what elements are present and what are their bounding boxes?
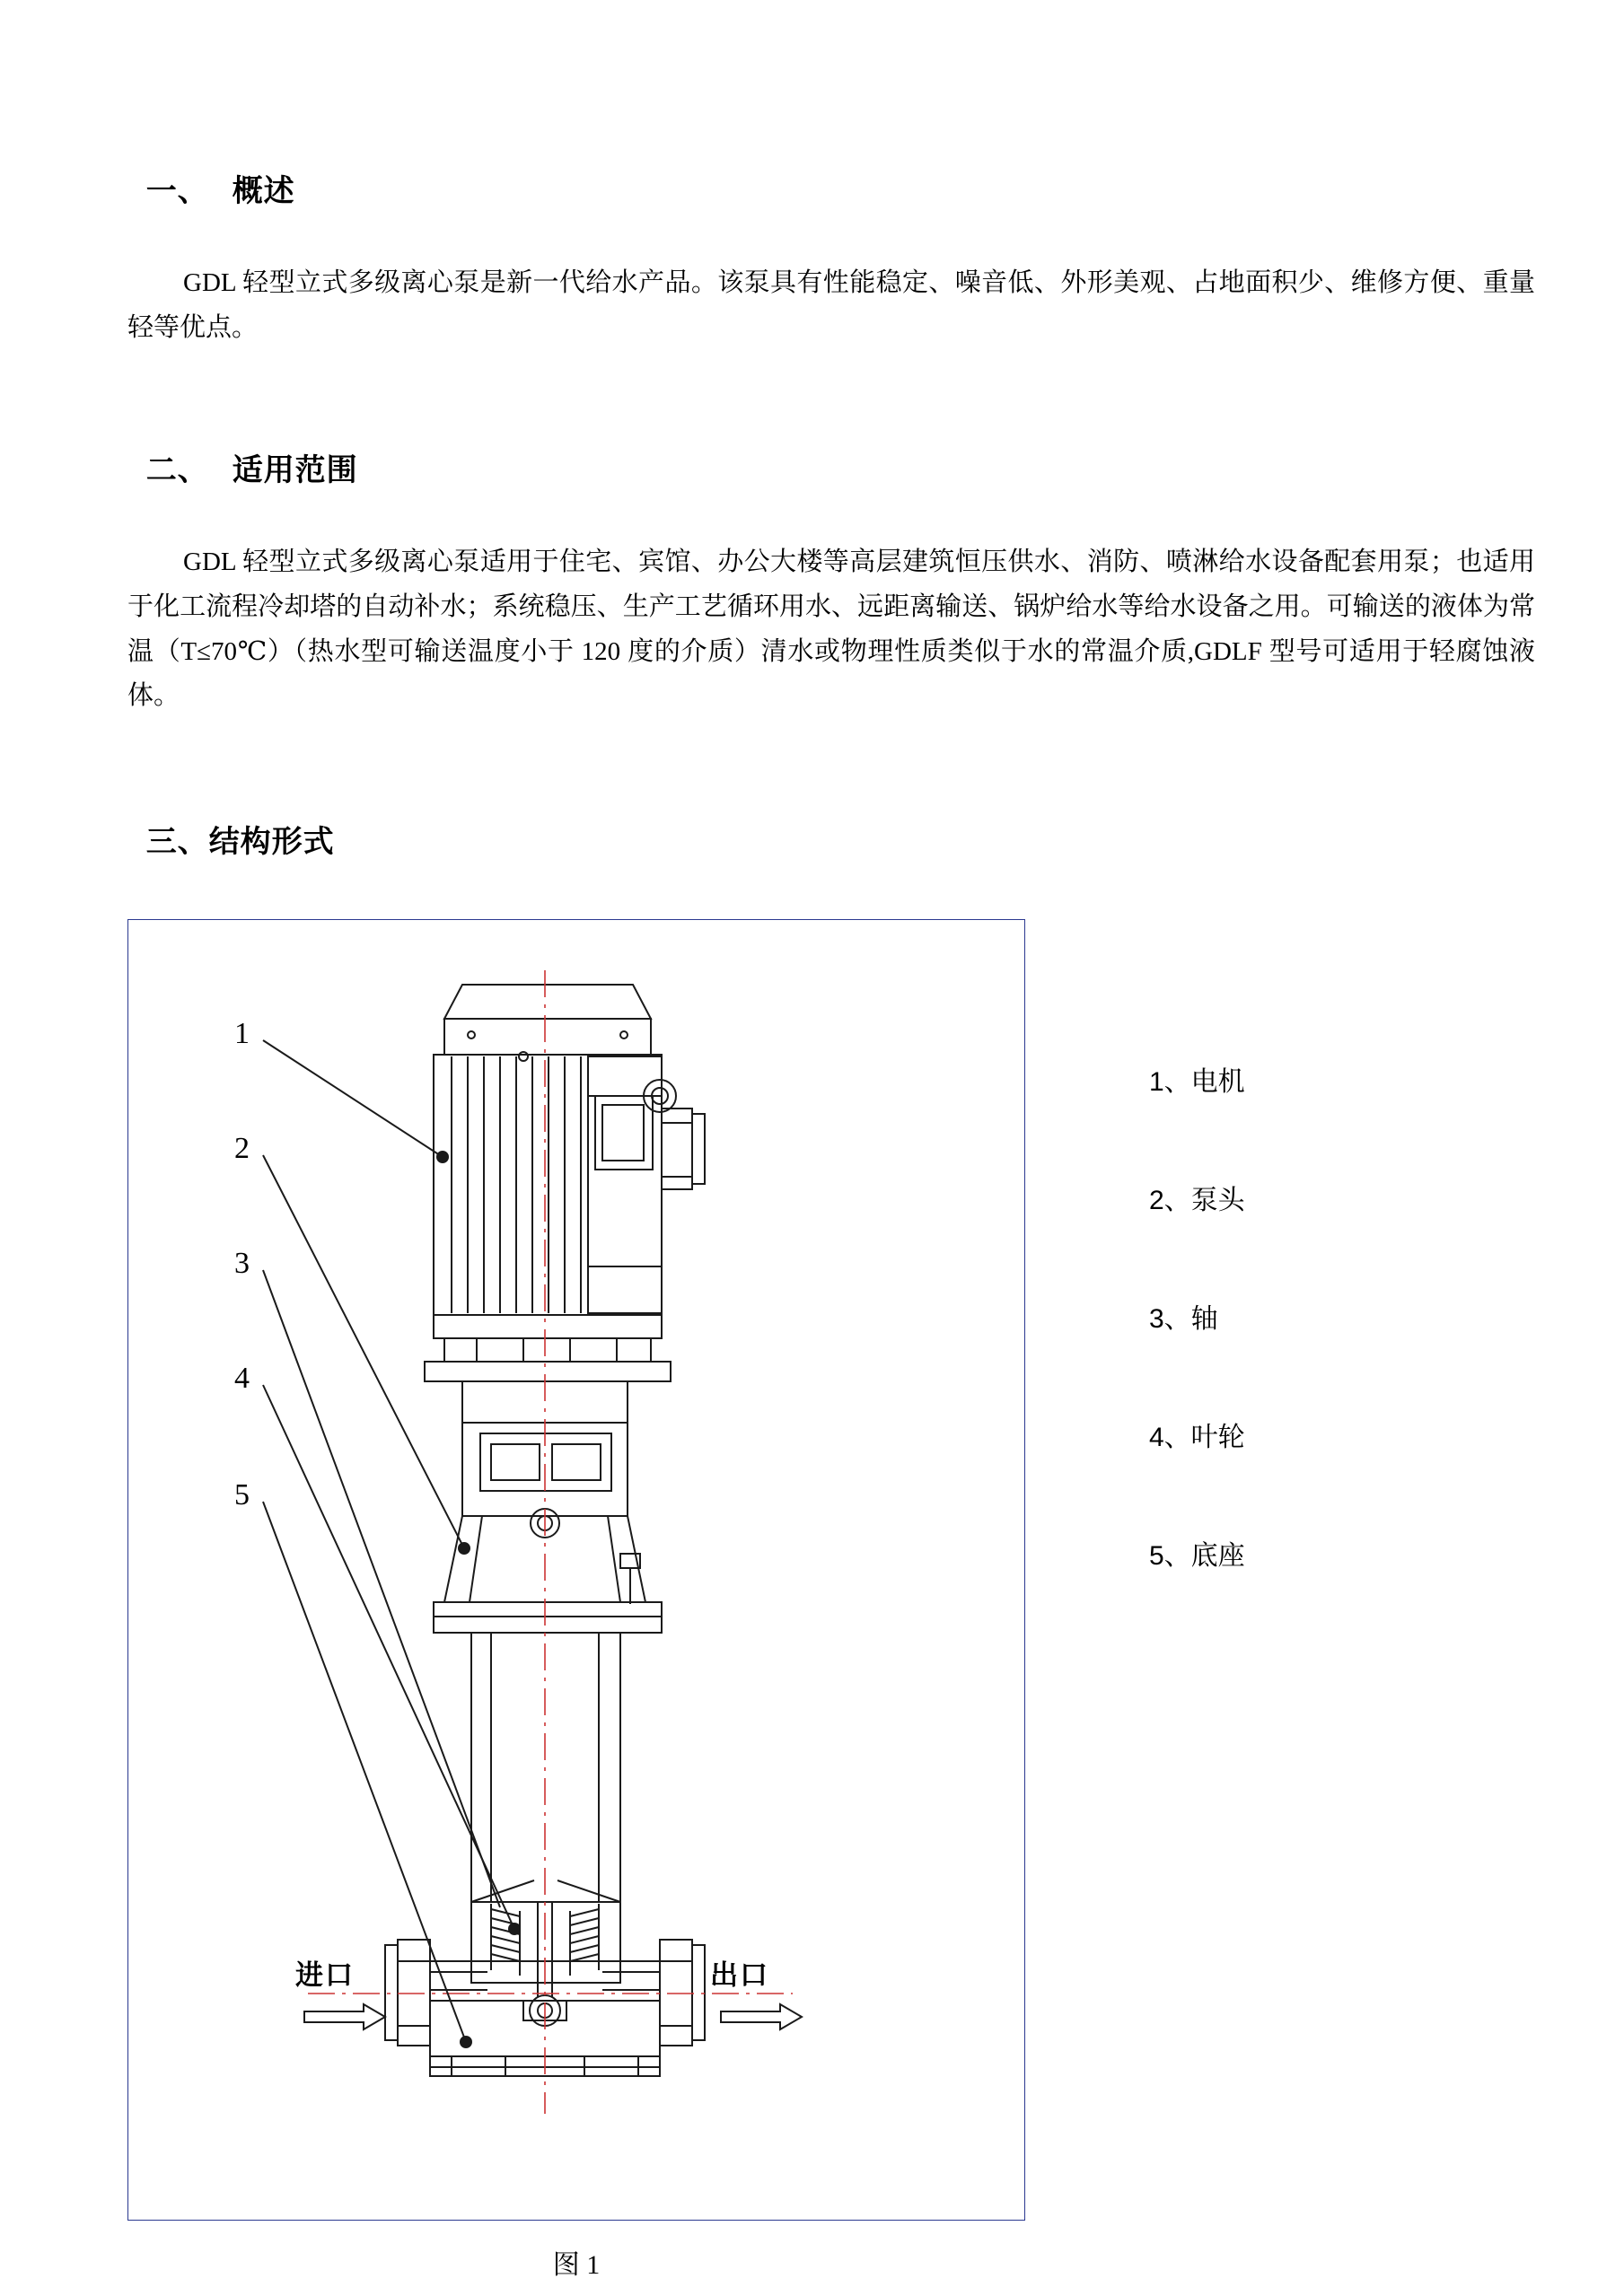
- section-number-3: 三、: [145, 825, 209, 860]
- outlet-arrow: [721, 2004, 802, 2029]
- legend-item-shaft: 3、轴: [1149, 1304, 1218, 1334]
- section-number-1: 一、: [145, 174, 209, 208]
- callout-number-5: 5: [234, 1478, 250, 1512]
- inlet-label: 进口: [295, 1959, 355, 1992]
- callout-number-3: 3: [234, 1247, 250, 1281]
- section-title-1: 概述: [232, 174, 295, 208]
- document-content: [90, 108, 1544, 2282]
- figure-border-box: [127, 919, 1025, 2221]
- inlet-arrow: [304, 2004, 385, 2029]
- section-paragraph-1: GDL 轻型立式多级离心泵是新一代给水产品。该泵具有性能稳定、噪音低、外形美观、占地面积少、维修方便、重量轻等优点。: [127, 268, 1535, 342]
- section-number-2: 二、: [145, 452, 209, 487]
- outlet-label: 出口: [710, 1959, 769, 1992]
- figure-caption: 图 1: [552, 2250, 601, 2281]
- callout-number-2: 2: [234, 1132, 250, 1166]
- section-paragraph-2: GDL 轻型立式多级离心泵适用于住宅、宾馆、办公大楼等高层建筑恒压供水、消防、喷淋给水设备配套用泵；也适用于化工流程冷却塔的自动补水；系统稳压、生产工艺循环用水、远距离输送、锅炉给水等给水设备之用。可输送的液体为常温（T≤70℃）（热水型可输送温度小于 120 度的介质）清水或物理性质类似于水的常温介质,GDLF 型号可适用于轻腐蚀液体。: [127, 547, 1535, 711]
- figure-legend: [1149, 1059, 1472, 1652]
- section-heading-1: [90, 131, 1544, 245]
- legend-item-base: 5、底座: [1149, 1541, 1245, 1571]
- section-title-2: 适用范围: [232, 452, 358, 487]
- legend-item-pump-head: 2、泵头: [1149, 1186, 1245, 1215]
- callout-leaders: [263, 1040, 520, 2047]
- legend-item-motor: 1、电机: [1149, 1067, 1245, 1097]
- pump-assembly-drawing: [128, 920, 1024, 2220]
- section-heading-3: [90, 782, 1544, 896]
- section-heading-2: [90, 410, 1544, 524]
- section-title-3: 结构形式: [208, 825, 335, 860]
- callout-number-4: 4: [234, 1362, 250, 1396]
- legend-item-impeller: 4、叶轮: [1149, 1423, 1245, 1452]
- callout-number-1: 1: [234, 1017, 250, 1051]
